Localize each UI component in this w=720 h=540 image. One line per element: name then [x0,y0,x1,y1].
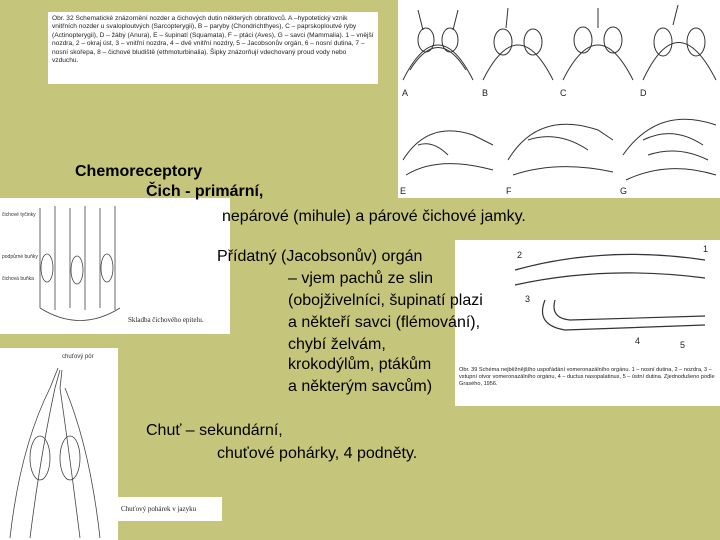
nose-figure-caption-box [48,12,378,84]
nose-letter-d: D [640,88,647,98]
nose-diagrams-bottom [398,100,720,198]
epithelium-label-support: podpůrné buňky [2,254,38,260]
taste-bud-figure [0,348,118,540]
nose-diagrams-top [398,0,720,100]
nose-letter-b: B [482,88,489,98]
olfactory-epithelium-drawing [0,198,230,334]
jacobson-number-3: 3 [525,294,531,304]
jacobson-line-5: chybí želvám, [288,336,386,353]
taste-pore-label: chuťový pór [62,354,94,360]
nose-letter-a: A [402,88,409,98]
nose-figure-caption: Obr. 32 Schematické znázornění nozder a čichových dutin některých obratlovců. A –hypotetický vznik vnitřních nozder u svaloploutvých (Sarcopterygii), B – paryby (Chondrichthyes), C – paprskoploutvé ryby (Actinopterygii), D – žáby (Anura), E – šupinatí (Squamata), F – ptáci (Aves), G – savci (Mammalia). 1 – vnější nozdra, 2 – okraj úst, 3 – vnitřní nozdra, 4 – dvě vnitřní nozdry, 5 – Jacobsonův orgán, 6 – nosní dutina, 7 – nosní skořepa, 8 – čichové bludiště (ethmoturbinalia). Šipky znázorňují vdechovaný proud vody nebo vzduchu. [52,15,374,65]
olfactory-epithelium-figure [0,198,230,334]
jacobson-figure [455,240,720,406]
epithelium-label-cell: čichová buňka [2,276,34,282]
nose-diagrams-bottom-drawing [398,100,720,198]
smell-line-1: Čich - primární, [146,183,264,200]
epithelium-label-rods: čichové tyčinky [2,212,36,218]
taste-caption-box [118,497,222,521]
taste-line-2: chuťové pohárky, 4 podněty. [217,445,418,462]
jacobson-line-6: krokodýlům, ptákům [288,356,432,373]
jacobson-line-2: – vjem pachů ze slin [288,270,433,287]
jacobson-number-2: 2 [517,250,523,260]
smell-line-2: nepárové (mihule) a párové čichové jamky. [222,208,526,225]
nose-letter-c: C [560,88,567,98]
jacobson-line-1: Přídatný (Jacobsonův) orgán [217,248,423,265]
jacobson-caption: Obr. 39 Schéma nejběžnějšího uspořádání vomeronazálního orgánu. 1 – nosní dutina, 2 – nozdra, 3 – vstupní otvor vomeronazálního orgánu, 4 – ductus nasopalatinus, 5 – ústní dutina. Zjednodušeno podle Grasého, 1956. [459,367,715,387]
taste-caption: Chuťový pohárek v jazyku [121,505,197,513]
jacobson-line-4: a někteří savci (flémování), [288,314,481,331]
nose-letter-e: E [400,186,407,196]
jacobson-number-1: 1 [703,244,709,254]
epithelium-caption: Skladba čichového epitelu. [128,316,204,324]
taste-bud-drawing [0,348,118,540]
jacobson-line-3: (obojživelníci, šupinatí plazi [288,292,483,309]
jacobson-line-7: a některým savcům) [288,378,433,395]
jacobson-drawing [455,240,720,366]
nose-letter-f: F [506,186,512,196]
taste-line-1: Chuť – sekundární, [146,422,283,439]
jacobson-number-4: 4 [635,336,641,346]
nose-diagrams-top-drawing [398,0,720,100]
nose-letter-g: G [620,186,628,196]
jacobson-number-5: 5 [680,340,686,350]
slide-heading: Chemoreceptory [75,163,203,180]
